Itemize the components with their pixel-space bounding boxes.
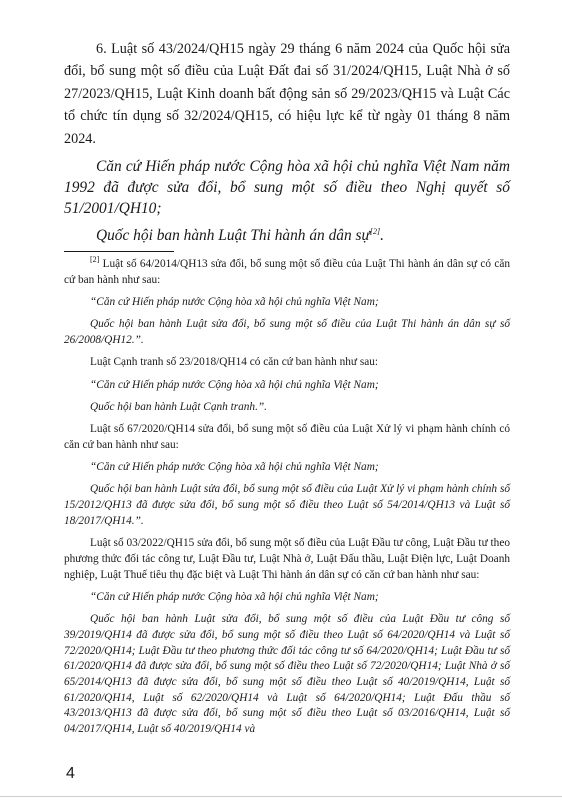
footnote-line: “Căn cứ Hiến pháp nước Cộng hòa xã hội chủ nghĩa Việt Nam; <box>90 296 379 308</box>
main-text <box>64 38 510 246</box>
footnote-line: Luật số 03/2022/QH15 sửa đổi, bổ sung một số điều của Luật Đầu tư công, Luật Đầu tư theo phương thức đối tác công tư, Luật Đầu tư, Luật Nhà ở, Luật Đấu thầu, Luật Điện lực, Luật Doanh nghiệp, Luật Thuế tiêu thụ đặc biệt và Luật Thi hành án dân sự có căn cứ ban hành như sau: <box>64 537 510 581</box>
footnote-line: “Căn cứ Hiến pháp nước Cộng hòa xã hội chủ nghĩa Việt Nam; <box>90 590 379 603</box>
footnote-marker: [2] <box>90 255 100 265</box>
promulgation-paragraph <box>64 225 510 246</box>
footnote-reference[interactable]: [2] <box>369 226 381 236</box>
paragraph-item-6: 6. Luật số 43/2024/QH15 ngày 29 tháng 6 năm 2024 của Quốc hội sửa đổi, bổ sung một số điều của Luật Đất đai số 31/2024/QH15, Luật Nhà ở số 27/2023/QH15, Luật Kinh doanh bất động sản số 29/2023/QH15 và Luật Các tổ chức tín dụng số 32/2024/QH15, có hiệu lực kể từ ngày 01 tháng 8 năm 2024. <box>64 41 510 147</box>
footnote-block <box>64 257 510 744</box>
page-number: 4 <box>66 765 75 782</box>
legal-basis-paragraph: Căn cứ Hiến pháp nước Cộng hòa xã hội chủ nghĩa Việt Nam năm 1992 đã được sửa đổi, bổ sung một số điều theo Nghị quyết số 51/2001/QH10; <box>64 158 510 218</box>
footnote-line: “Căn cứ Hiến pháp nước Cộng hòa xã hội chủ nghĩa Việt Nam; <box>90 461 379 474</box>
promulgation-end: . <box>380 227 384 245</box>
footnote-line: Quốc hội ban hành Luật sửa đổi, bổ sung một số điều của Luật Xử lý vi phạm hành chính số 15/2012/QH13 đã được sửa đổi, bổ sung một số điều theo Luật số 54/2014/QH13 và Luật số 18/2017/QH14.”. <box>64 483 510 527</box>
page-bottom-edge <box>0 796 562 797</box>
footnote-line: [2] Luật số 64/2014/QH13 sửa đổi, bổ sung một số điều của Luật Thi hành án dân sự có căn cứ ban hành như sau: <box>64 255 510 286</box>
footnote-line: Luật số 67/2020/QH14 sửa đổi, bổ sung một số điều của Luật Xử lý vi phạm hành chính có căn cứ ban hành như sau: <box>64 423 510 451</box>
footnote-line: Quốc hội ban hành Luật Cạnh tranh.”. <box>90 400 267 413</box>
footnote-line: Quốc hội ban hành Luật sửa đổi, bổ sung một số điều của Luật Đầu tư công số 39/2019/QH14 đã được sửa đổi, bổ sung một số điều theo Luật số 64/2020/QH14 và Luật số 72/2020/QH14; Luật Đầu tư theo phương thức đối tác công tư số 64/2020/QH14; Luật Đầu tư số 61/2020/QH14 đã được sửa đổi, bổ sung một số điều theo Luật số 72/2020/QH14; Luật Nhà ở số 65/2014/QH13 đã được sửa đổi, bổ sung một số điều theo Luật số 40/2019/QH14, Luật số 61/2020/QH14, Luật số 62/2020/QH14 và Luật số 64/2020/QH14; Luật Đấu thầu số 43/2013/QH13 đã được sửa đổi, bổ sung một số điều theo Luật số 03/2016/QH14, Luật số 04/2017/QH14, Luật số 40/2019/QH14 và <box>64 613 510 736</box>
footnote-separator <box>64 251 174 252</box>
footnote-line: “Căn cứ Hiến pháp nước Cộng hòa xã hội chủ nghĩa Việt Nam; <box>90 378 379 391</box>
promulgation-text: Quốc hội ban hành Luật Thi hành án dân sự <box>96 227 370 245</box>
footnote-line: Quốc hội ban hành Luật sửa đổi, bổ sung một số điều của Luật Thi hành án dân sự số 26/2008/QH12.”. <box>64 318 510 346</box>
footnote-line: Luật Cạnh tranh số 23/2018/QH14 có căn cứ ban hành như sau: <box>90 356 379 369</box>
